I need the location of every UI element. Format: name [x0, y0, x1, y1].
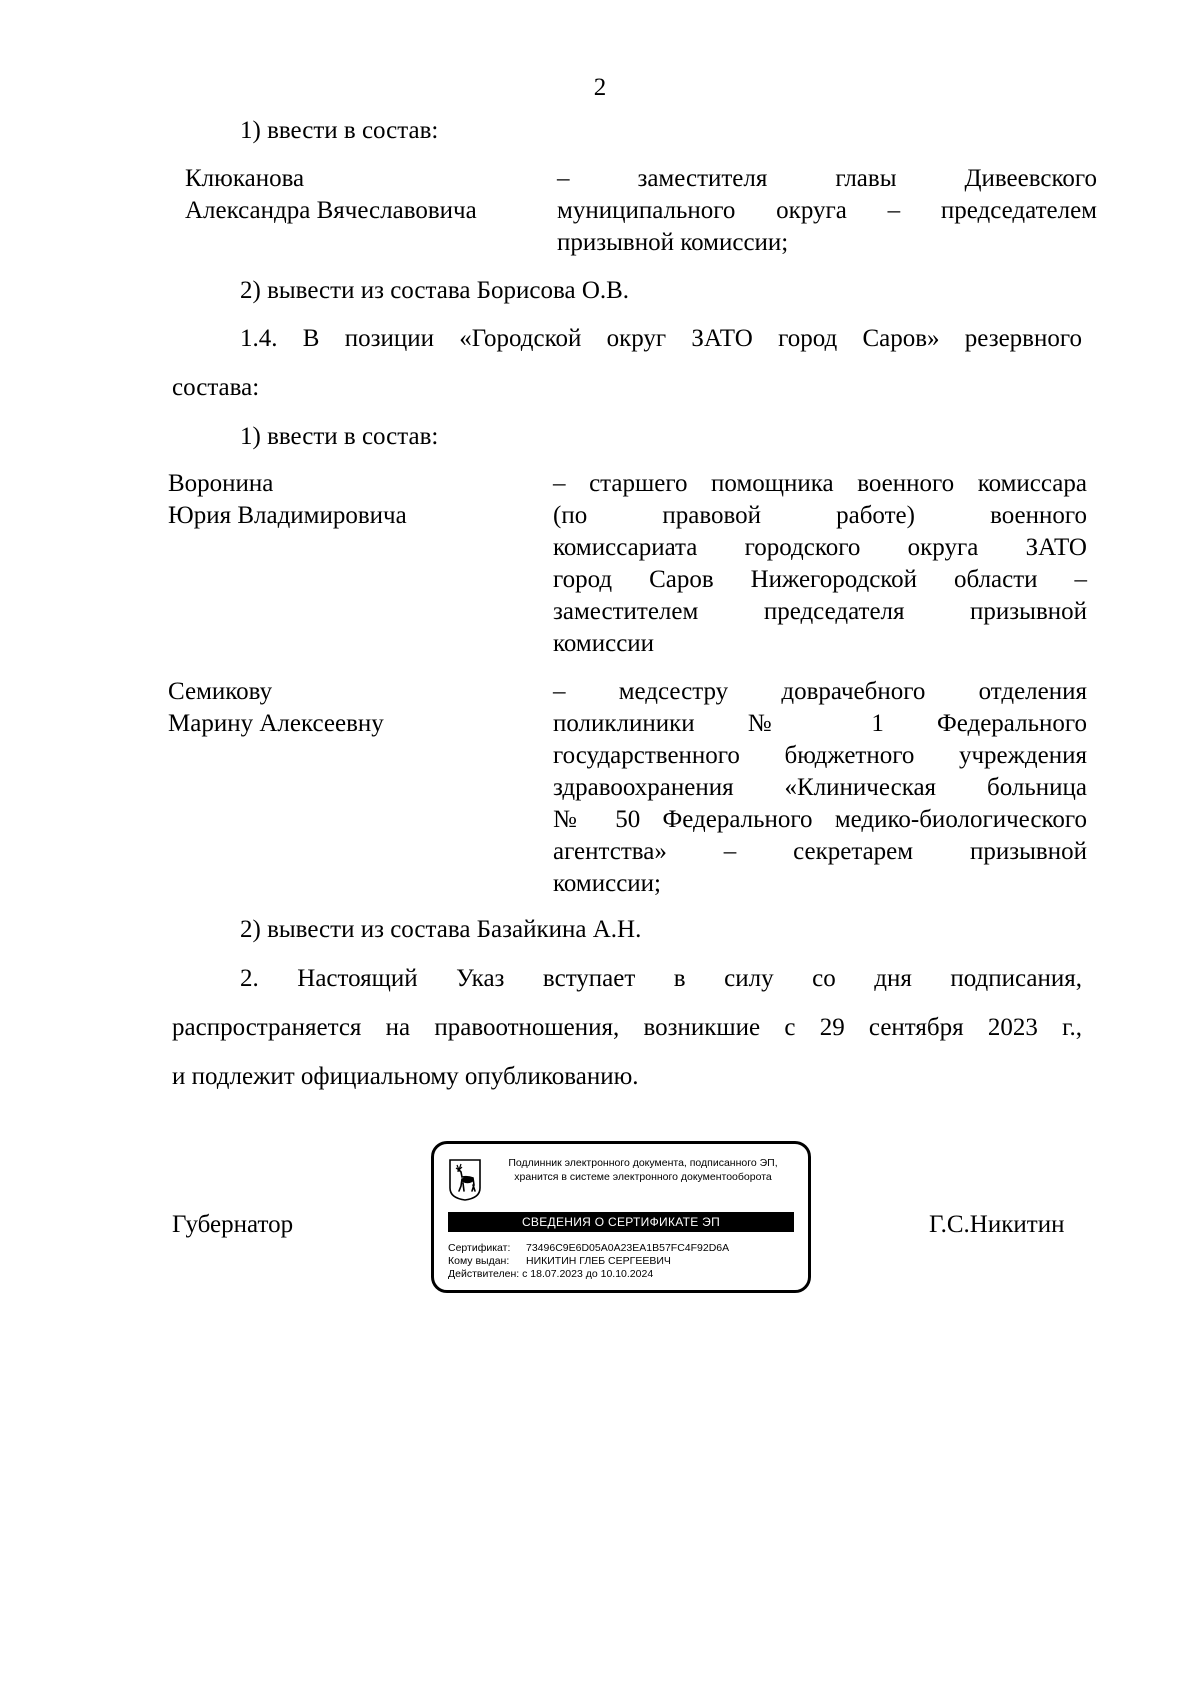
entry3-given-names: Марину Алексеевну	[168, 710, 384, 737]
entry3-desc-line: государственного бюджетного учреждения	[553, 742, 1087, 769]
electronic-signature-stamp	[431, 1141, 811, 1293]
page-number: 2	[593, 74, 607, 101]
item-introduce-1: 1) ввести в состав:	[240, 117, 439, 144]
entry3-desc-line: агентства» – секретарем призывной	[553, 838, 1087, 865]
valid-period: Действителен: с 18.07.2023 до 10.10.2024	[448, 1268, 654, 1280]
section-2-line3: и подлежит официальному опубликованию.	[172, 1063, 639, 1090]
entry1-description	[557, 163, 1097, 259]
entry1-desc-line: муниципального округа – председателем	[557, 197, 1097, 224]
section-1-4-line1: 1.4. В позиции «Городской округ ЗАТО город Саров» резервного	[240, 325, 1082, 352]
entry1-desc-line: призывной комиссии;	[557, 229, 789, 256]
entry3-desc-line: здравоохранения «Клиническая больница	[553, 774, 1087, 801]
item-remove-2: 2) вывести из состава Базайкина А.Н.	[240, 916, 642, 943]
entry2-desc-line: город Саров Нижегородской области –	[553, 566, 1087, 593]
entry2-desc-line: – старшего помощника военного комиссара	[553, 470, 1087, 497]
issued-value: НИКИТИН ГЛЕБ СЕРГЕЕВИЧ	[526, 1255, 671, 1267]
entry1-desc-line: – заместителя главы Дивеевского	[557, 165, 1097, 192]
cert-label: Сертификат:	[448, 1242, 511, 1254]
entry3-desc-line: – медсестру доврачебного отделения	[553, 678, 1087, 705]
signatory-name: Г.С.Никитин	[929, 1211, 1065, 1238]
entry2-surname: Воронина	[168, 470, 274, 497]
cert-value: 73496C9E6D05A0A23EA1B57FC4F92D6A	[526, 1242, 730, 1254]
stamp-header-line: Подлинник электронного документа, подписанного ЭП,	[508, 1157, 778, 1169]
item-introduce-2: 1) ввести в состав:	[240, 423, 439, 450]
entry2-desc-line: комиссии	[553, 630, 655, 657]
section-2-line1: 2. Настоящий Указ вступает в силу со дня подписания,	[240, 965, 1082, 992]
stamp-header-line: хранится в системе электронного документооборота	[514, 1171, 772, 1183]
entry3-desc-line: № 50 Федерального медико-биологического	[553, 806, 1087, 833]
entry2-desc-line: (по правовой работе) военного	[553, 502, 1087, 529]
entry3-desc-line: комиссии;	[553, 870, 661, 897]
item-remove-1: 2) вывести из состава Борисова О.В.	[240, 277, 630, 304]
entry1-given-names: Александра Вячеславовича	[185, 197, 477, 224]
entry3-description	[553, 676, 1087, 900]
section-2-line2: распространяется на правоотношения, возникшие с 29 сентября 2023 г.,	[172, 1014, 1082, 1041]
deer-emblem-icon	[448, 1158, 482, 1202]
stamp-header	[488, 1156, 798, 1184]
entry3-desc-line: поликлиники № 1 Федерального	[553, 710, 1087, 737]
stamp-certificate-title: СВЕДЕНИЯ О СЕРТИФИКАТЕ ЭП	[448, 1212, 794, 1232]
entry2-given-names: Юрия Владимировича	[168, 502, 407, 529]
entry2-description	[553, 468, 1087, 660]
signatory-position: Губернатор	[172, 1211, 294, 1238]
stamp-certificate-info	[448, 1242, 729, 1281]
issued-label: Кому выдан:	[448, 1255, 510, 1267]
entry3-surname: Семикову	[168, 678, 273, 705]
entry1-surname: Клюканова	[185, 165, 305, 192]
entry2-desc-line: заместителем председателя призывной	[553, 598, 1087, 625]
entry2-desc-line: комиссариата городского округа ЗАТО	[553, 534, 1087, 561]
section-1-4-line2: состава:	[172, 374, 260, 401]
